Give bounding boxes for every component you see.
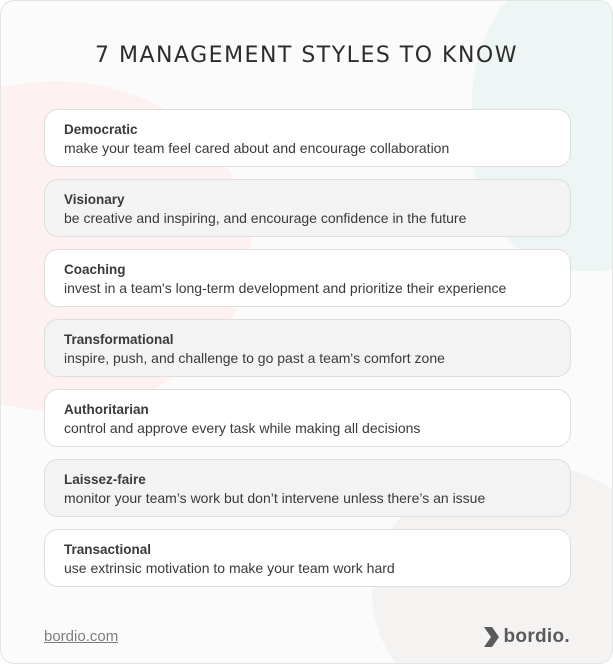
style-description: use extrinsic motivation to make your team work hard [64,560,395,576]
style-description: invest in a team's long-term development and prioritize their experience [64,280,507,296]
styles-list [44,109,571,599]
style-name: Democratic [64,122,138,137]
style-name: Authoritarian [64,402,149,417]
style-name: Coaching [64,262,126,277]
brand-name: bordio. [503,626,570,647]
style-description: make your team feel cared about and encourage collaboration [64,140,450,156]
list-item-visionary [44,179,571,237]
brand-logo [482,626,570,648]
website-link[interactable]: bordio.com [44,628,119,645]
style-description: be creative and inspiring, and encourage confidence in the future [64,210,467,226]
style-description: monitor your team’s work but don’t intervene unless there’s an issue [64,490,486,506]
style-name: Laissez-faire [64,472,146,487]
style-name: Transactional [64,542,152,557]
list-item-transformational [44,319,571,377]
style-description: control and approve every task while making all decisions [64,420,421,436]
bordio-chevron-icon [482,626,500,648]
list-item-laissez-faire [44,459,571,517]
list-item-democratic [44,109,571,167]
list-item-transactional [44,529,571,587]
page-title: 7 MANAGEMENT STYLES TO KNOW [94,43,519,68]
style-name: Transformational [64,332,174,347]
style-description: inspire, push, and challenge to go past a team's comfort zone [64,350,445,366]
list-item-coaching [44,249,571,307]
style-name: Visionary [64,192,125,207]
list-item-authoritarian [44,389,571,447]
